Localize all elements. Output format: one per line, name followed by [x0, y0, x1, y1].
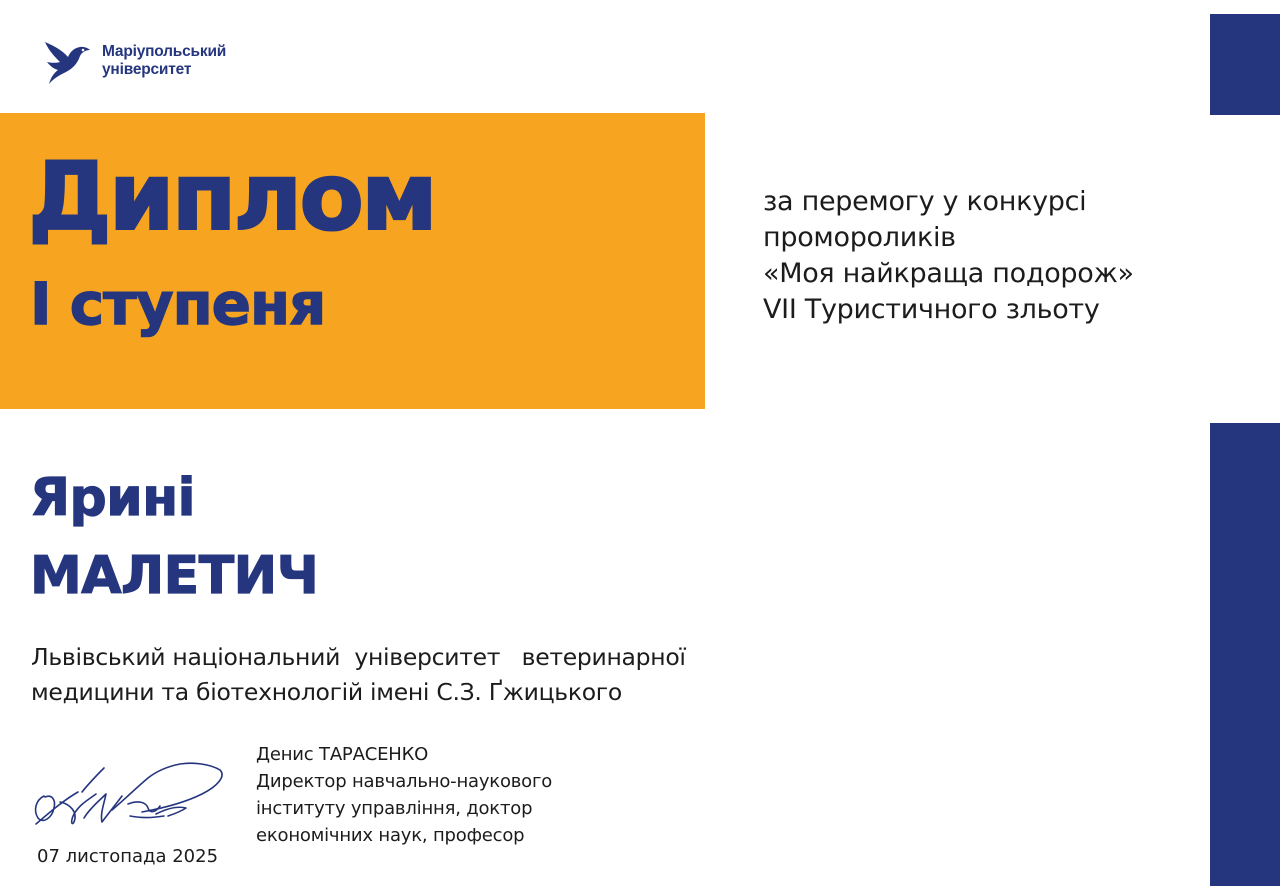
award-line: за перемогу у конкурсі	[763, 186, 1087, 217]
logo-line-2: університет	[102, 61, 192, 78]
recipient-last-name: МАЛЕТИЧ	[30, 546, 319, 606]
dove-icon	[44, 40, 92, 86]
handwritten-signature	[30, 752, 230, 842]
recipient-first-name: Ярині	[30, 468, 195, 528]
institution-line: медицини та біотехнологій імені С.З. Ґжицького	[31, 678, 622, 706]
signatory-name: Денис ТАРАСЕНКО	[256, 744, 429, 765]
award-line: VII Туристичного зльоту	[763, 294, 1100, 325]
recipient-institution	[31, 640, 686, 710]
institution-line: Львівський національний університет ветеринарної	[31, 643, 686, 671]
university-logo	[44, 40, 264, 88]
decorative-bar-top	[1210, 14, 1280, 115]
logo-line-1: Маріупольський	[102, 43, 227, 60]
signatory-position-line: економічних наук, професор	[256, 825, 525, 846]
diploma-degree: І ступеня	[30, 270, 326, 338]
award-line: «Моя найкраща подорож»	[763, 258, 1134, 289]
award-line: промороликів	[763, 222, 956, 253]
issue-date: 07 листопада 2025	[37, 846, 219, 867]
logo-text	[102, 43, 226, 79]
award-description	[763, 184, 1134, 328]
decorative-bar-bottom	[1210, 423, 1280, 886]
diploma-title: Диплом	[28, 143, 435, 252]
title-block	[0, 113, 705, 409]
signatory-position-line: інституту управління, доктор	[256, 798, 533, 819]
signatory-block	[256, 741, 552, 849]
signatory-position-line: Директор навчально-наукового	[256, 771, 553, 792]
